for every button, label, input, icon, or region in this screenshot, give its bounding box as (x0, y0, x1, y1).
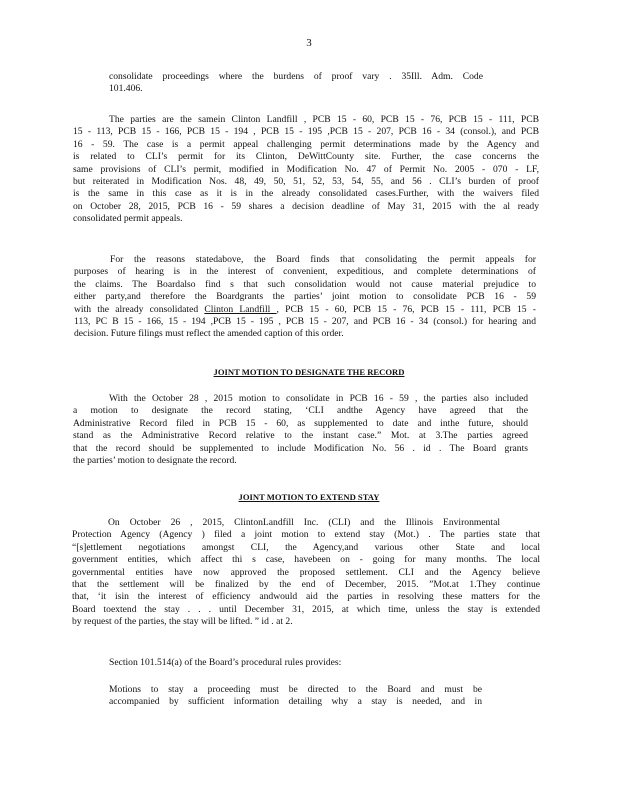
text-line: 113, PC B 15 - 166, 15 - 194 ,PCB 15 - 195 , PCB 15 - 207, and PCB 16 - 34 (consol.) for hearing and (74, 316, 536, 328)
text-line: a motion to designate the record stating, ‘CLI andthe Agency have agreed that the (73, 405, 528, 417)
text-line: Motions to stay a proceeding must be directed to the Board and must be (109, 684, 482, 695)
text-line: Board toextend the stay . . . until December 31, 2015, at which time, unless the stay is extended (72, 603, 540, 615)
block-quote (109, 684, 482, 709)
text-line: consolidate proceedings where the burdens of proof vary . 35Ill. Adm. Code (109, 71, 483, 82)
text-line: “[s]ettlement negotiations amongst CLI, the Agency,and various other State and local (72, 541, 540, 553)
text-line: governmental entities have now approved the proposed settlement. CLI and the Agency believe (72, 566, 540, 578)
paragraph-consolidation (74, 254, 536, 341)
text-line: Section 101.514(a) of the Board’s procedural rules provides: (109, 657, 342, 668)
page-number: 3 (306, 37, 312, 49)
text-line: purposes of hearing is in the interest of convenient, expeditious, and complete determinations of (74, 266, 536, 278)
text-span: , PCB 15 - 60, PCB 15 - 76, PCB 15 - 111, PCB 15 - (276, 303, 536, 315)
text-line: either party,and therefore the Boardgrants the parties’ joint motion to consolidate PCB 16 - 59 (74, 291, 536, 303)
text-line: on October 28, 2015, PCB 16 - 59 shares a decision deadline of May 31, 2015 with the al ready (73, 200, 539, 212)
text-line: Administrative Record filed in PCB 15 - 60, as supplemented to date and inthe future, should (73, 417, 528, 429)
text-line: On October 26 , 2015, ClintonLandfill Inc. (CLI) and the Illinois Environmental (108, 517, 500, 528)
text-line: the parties’ motion to designate the record. (73, 455, 237, 467)
text-line: government entities, which affect thi s case, havebeen on - going for many months. The local (72, 554, 540, 566)
paragraph-parties (73, 114, 539, 226)
text-line (74, 304, 536, 316)
text-line: that, ‘it isin the interest of efficiency andwould aid the parties in resolving these matters for the (72, 591, 540, 603)
text-line: consolidated permit appeals. (73, 213, 183, 225)
paragraph-extend-stay (72, 517, 540, 629)
text-line: 101.406. (109, 83, 143, 95)
heading-text: JOINT MOTION TO EXTEND STAY (238, 492, 380, 502)
text-line: decision. Future filings must reflect the amended caption of this order. (74, 328, 344, 340)
text-line: by request of the parties, the stay will be lifted. ” id . at 2. (72, 616, 293, 628)
text-line: is the same in this case as it is in the already consolidated cases.Further, with the waivers filed (73, 188, 539, 200)
text-line: same provisions of CLI’s permit, modified in Modification No. 47 of Permit No. 2005 - 070 - LF, (73, 163, 539, 175)
text-line: For the reasons statedabove, the Board finds that consolidating the permit appeals for (110, 254, 536, 265)
text-line: is related to CLI’s permit for its Clinton, DeWittCounty site. Further, the case concerns the (73, 151, 539, 163)
text-line: With the October 28 , 2015 motion to consolidate in PCB 16 - 59 , the parties also included (109, 393, 528, 404)
paragraph-designate-record (73, 393, 528, 467)
text-span: with the already consolidated (74, 303, 205, 315)
text-line: accompanied by sufficient information detailing why a stay is needed, and in (109, 696, 482, 708)
text-line: stand as the Administrative Record relative to the instant case.” Mot. at 3.The parties agreed (73, 430, 528, 442)
text-line: the claims. The Boardalso find s that such consolidation would not cause material prejudice to (74, 278, 536, 290)
text-line: that the record should be supplemented to include Modification No. 56 . id . The Board grants (73, 442, 528, 454)
paragraph-section-reference (109, 657, 509, 669)
text-line: 15 - 113, PCB 15 - 166, PCB 15 - 194 , PCB 15 - 195 ,PCB 15 - 207, PCB 16 - 34 (consol.), and PCB (73, 126, 539, 138)
paragraph-continuation (109, 71, 483, 96)
text-line: that the settlement will be finalized by the end of December, 2015. ”Mot.at 1.They continue (72, 579, 540, 591)
text-line: The parties are the samein Clinton Landfill , PCB 15 - 60, PCB 15 - 76, PCB 15 - 111, PCB (109, 114, 539, 125)
section-heading-extend-stay (0, 492, 618, 502)
section-heading-designate-record (0, 367, 618, 377)
heading-text: JOINT MOTION TO DESIGNATE THE RECORD (213, 367, 405, 377)
case-name-underlined: Clinton Landfill (204, 303, 277, 315)
text-line: Protection Agency (Agency ) filed a joint motion to extend stay (Mot.) . The parties state that (72, 529, 540, 541)
text-line: 16 - 59. The case is a permit appeal challenging permit determinations made by the Agency and (73, 138, 539, 150)
text-line: but reiterated in Modification Nos. 48, 49, 50, 51, 52, 53, 54, 55, and 56 . CLI’s burden of proof (73, 176, 539, 188)
